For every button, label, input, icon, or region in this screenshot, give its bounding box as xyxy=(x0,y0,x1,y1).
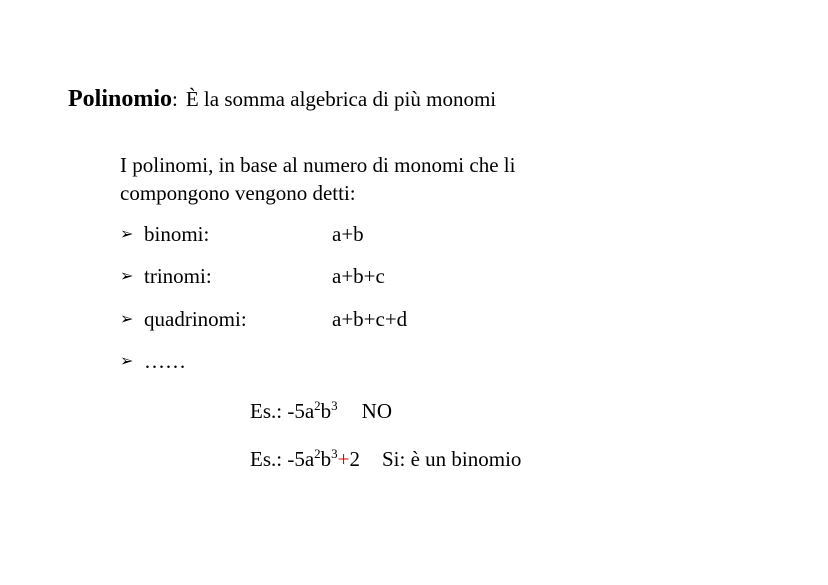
example-prefix: Es.: -5a xyxy=(250,447,315,471)
example-monomial xyxy=(250,399,392,424)
bullet-label: …… xyxy=(144,349,186,373)
bullet-item-quadrinomi xyxy=(120,307,407,335)
bullet-example: a+b xyxy=(332,222,364,246)
definition-text: È la somma algebrica di più monomi xyxy=(185,87,497,111)
verdict-no: NO xyxy=(361,399,392,423)
bullet-label: binomi: xyxy=(144,222,210,246)
exponent: 2 xyxy=(314,398,321,413)
exponent: 2 xyxy=(314,446,321,461)
variable-b: b xyxy=(320,447,332,471)
intro-text: I polinomi, in base al numero di monomi che li compongono vengono detti: xyxy=(120,153,516,205)
addend: 2 xyxy=(349,447,360,471)
bullet-item-trinomi xyxy=(120,264,385,292)
title-line xyxy=(68,86,496,113)
plus-sign: + xyxy=(337,447,350,471)
example-prefix: Es.: -5a xyxy=(250,399,315,423)
variable-b: b xyxy=(320,399,332,423)
bullet-item-binomi xyxy=(120,222,364,250)
example-binomial xyxy=(250,447,521,472)
bullet-example: a+b+c xyxy=(332,264,385,288)
arrow-bullet-icon: ➢ xyxy=(120,226,134,243)
arrow-bullet-icon: ➢ xyxy=(120,311,134,328)
exponent: 3 xyxy=(331,446,338,461)
bullet-example: a+b+c+d xyxy=(332,307,408,331)
exponent: 3 xyxy=(331,398,338,413)
bullet-label: trinomi: xyxy=(144,264,212,288)
verdict-yes: Si: è un binomio xyxy=(382,447,522,471)
arrow-bullet-icon: ➢ xyxy=(120,268,134,285)
bullet-label: quadrinomi: xyxy=(144,307,247,331)
bullet-item-ellipsis xyxy=(120,349,332,377)
title-word: Polinomio xyxy=(68,86,173,112)
arrow-bullet-icon: ➢ xyxy=(120,353,134,370)
title-colon: : xyxy=(172,87,178,111)
